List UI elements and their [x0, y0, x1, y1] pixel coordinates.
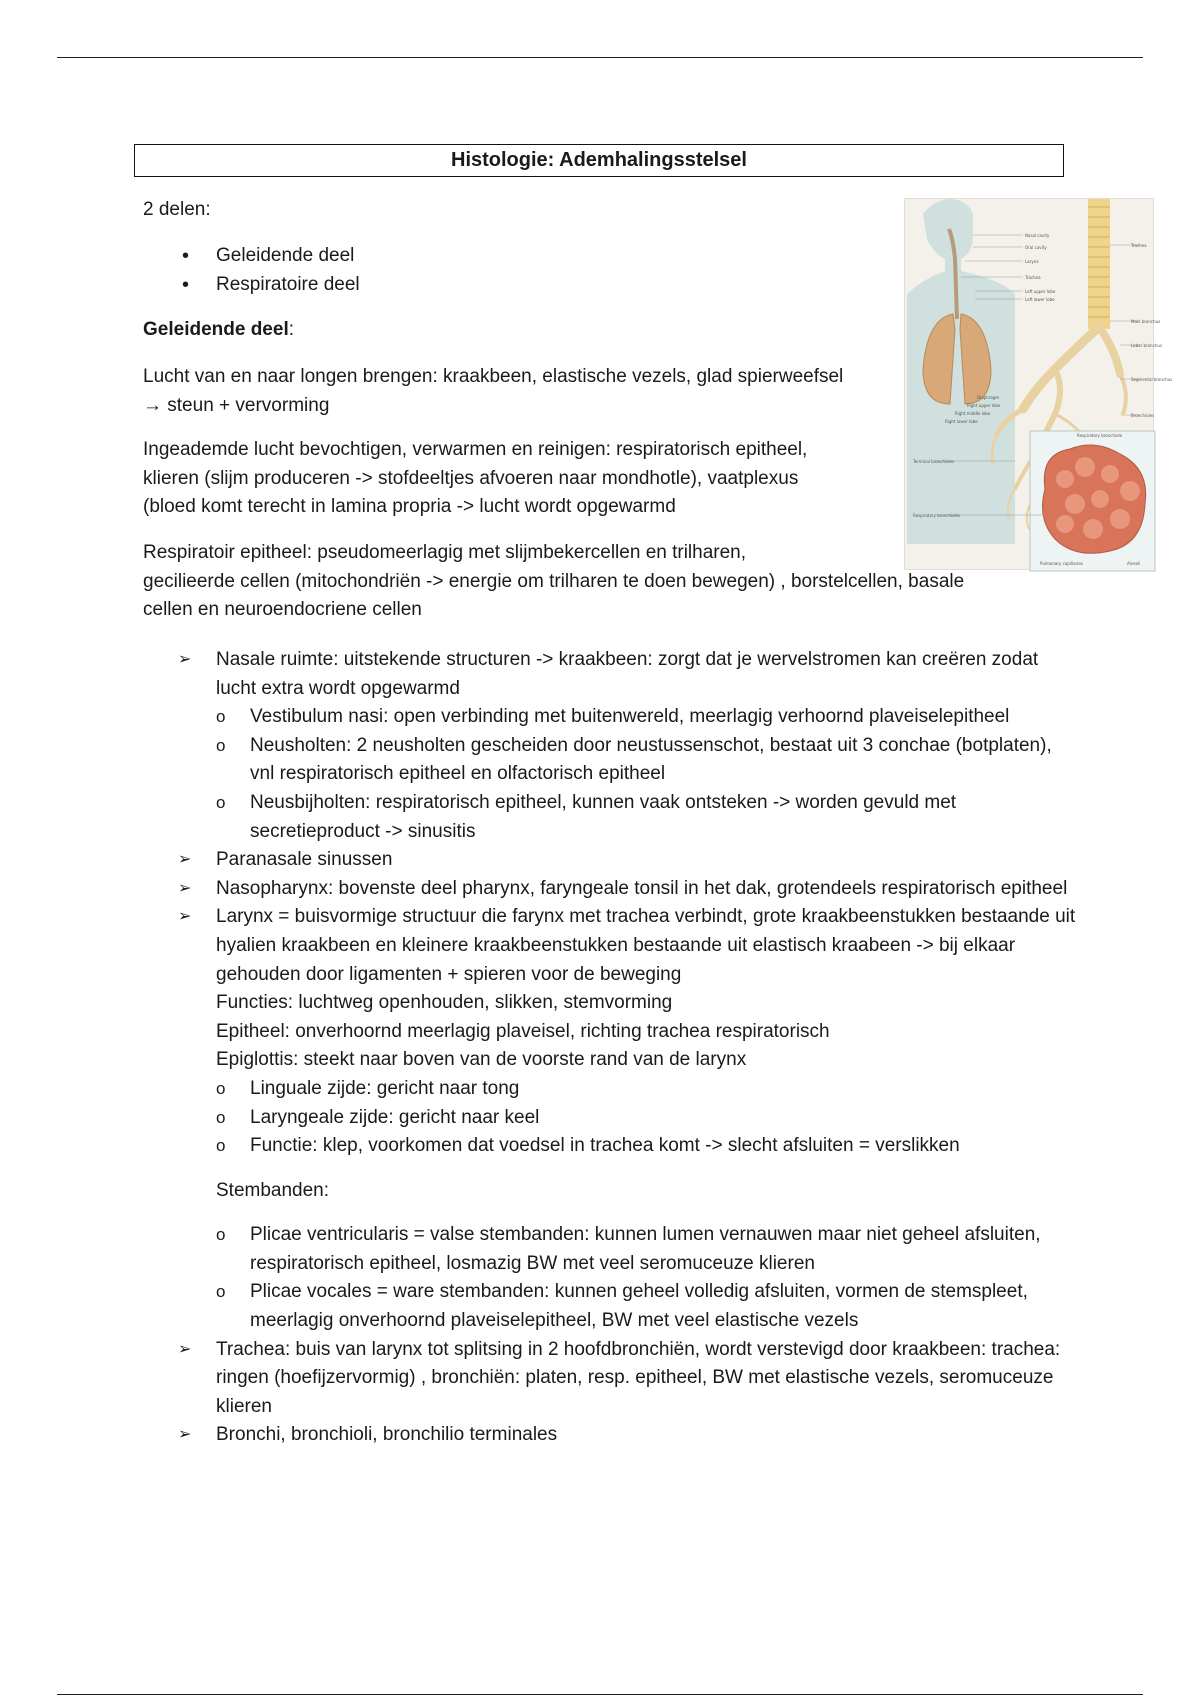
vocal-cords-heading: Stembanden: [216, 1179, 330, 1201]
svg-text:Right lower lobe: Right lower lobe [945, 419, 978, 424]
svg-text:Right middle lobe: Right middle lobe [955, 411, 991, 416]
arrow-bullet-icon: ➢ [178, 651, 192, 668]
arrow-bullet-icon: ➢ [178, 1426, 192, 1444]
arrow-bullet-icon: ➢ [178, 1340, 192, 1358]
circle-bullet-icon: o [216, 707, 226, 727]
trachea [1088, 199, 1110, 329]
list-item-nasopharynx: ➢ Nasopharynx: bovenste deel pharynx, faryngeale tonsil in het dak, grotendeels respiratorisch epitheel [178, 875, 1078, 904]
page-title-text: Histologie: Ademhalingsstelsel [451, 149, 747, 171]
svg-text:Trachea: Trachea [1131, 243, 1147, 248]
nasal-cavity-sublist [178, 703, 1078, 846]
respiratory-system-illustration [905, 199, 1173, 571]
arrow-bullet-icon: ➢ [178, 851, 192, 869]
svg-text:Pulmonary capillaries: Pulmonary capillaries [1040, 561, 1083, 566]
list-item: o Neusbijholten: respiratorisch epitheel, kunnen vaak ontsteken -> worden gevuld met secretieproduct -> sinusitis [178, 789, 1078, 846]
vocal-cords-sublist [178, 1221, 1078, 1335]
circle-bullet-icon: o [216, 1225, 226, 1245]
svg-text:Bronchioles: Bronchioles [1131, 413, 1155, 418]
list-item: • Geleidende deel [178, 242, 360, 271]
list-item: o Plicae vocales = ware stembanden: kunnen geheel volledig afsluiten, vormen de stemspleet, meerlagig onverhoornd plaveiselepitheel, BW met veel elastische vezels [178, 1278, 1078, 1335]
svg-text:Nasal cavity: Nasal cavity [1025, 233, 1050, 238]
intro-text: 2 delen: [143, 199, 211, 220]
arrow-bullet-icon: ➢ [178, 879, 192, 897]
list-item-larynx: ➢ Larynx = buisvormige structuur die farynx met trachea verbindt, grote kraakbeenstukken bestaande uit hyalien kraakbeen en kleinere kraakbeenstukken bestaande uit elastisch kraabeen -> bij elkaar gehouden door ligamenten + spieren voor de beweging Functies: luchtweg openhouden, slikken, stemvorming Epitheel: onverhoornd meerlagig plaveisel, richting trachea respiratorisch Epiglottis: steekt naar boven van de voorste rand van de larynx o Linguale zijde: gericht naar tong o Laryngeale zijde: gericht naar keel o Functie: klep, voorkomen dat voedsel in trachea komt -> slecht afsluiten = verslikken Stembanden: o Plicae ventricularis = valse stembanden: kunnen lumen vernauwen maar niet geheel afsluiten, respiratorisch epitheel, losmazig BW met veel seromuceuze klieren o Plicae vocales = ware stembanden: kunnen geheel volledig afsluiten, vormen de stemspleet, meerlagig onverhoornd plaveiselepitheel, BW met veel elastische vezels [178, 903, 1078, 1335]
svg-text:Left upper lobe: Left upper lobe [1025, 289, 1056, 294]
svg-text:Alveoli: Alveoli [1127, 561, 1141, 566]
respiratory-system-figure [904, 198, 1173, 570]
list-item: o Plicae ventricularis = valse stembanden: kunnen lumen vernauwen maar niet geheel afsluiten, respiratorisch epitheel, losmazig BW met veel seromuceuze klieren [178, 1221, 1078, 1278]
circle-bullet-icon: o [216, 1107, 226, 1127]
svg-text:Respiratory bronchioles: Respiratory bronchioles [913, 513, 961, 518]
header-rule [57, 57, 1143, 58]
list-item: o Linguale zijde: gericht naar tong [178, 1075, 1078, 1104]
svg-text:Terminal bronchioles: Terminal bronchioles [913, 459, 955, 464]
list-item: • Respiratoire deel [178, 271, 360, 300]
svg-text:Trachea: Trachea [1025, 275, 1041, 280]
svg-text:Oral cavity: Oral cavity [1025, 245, 1047, 250]
list-item: o Neusholten: 2 neusholten gescheiden door neustussenschot, bestaat uit 3 conchae (botplaten), vnl respiratorisch epitheel en olfactorisch epitheel [178, 732, 1078, 789]
paragraph-function: Lucht van en naar longen brengen: kraakbeen, elastische vezels, glad spierweefsel → steun + vervorming [143, 366, 844, 416]
section-heading: Geleidende deel: [143, 319, 295, 340]
conducting-part-list [178, 646, 1078, 1450]
list-item-bronchi: ➢ Bronchi, bronchioli, bronchilio terminales [178, 1421, 1078, 1450]
svg-text:Lobar bronchus: Lobar bronchus [1131, 343, 1162, 348]
circle-bullet-icon: o [216, 735, 226, 755]
svg-text:Diaphragm: Diaphragm [977, 395, 1000, 400]
circle-bullet-icon: o [216, 1282, 226, 1302]
list-item-nasal-cavity: ➢ Nasale ruimte: uitstekende structuren -> kraakbeen: zorgt dat je wervelstromen kan creëren zodat lucht extra wordt opgewarmd o Vestibulum nasi: open verbinding met buitenwereld, meerlagig verhoornd plaveiselepitheel o Neusholten: 2 neusholten gescheiden door neustussenschot, bestaat uit 3 conchae (botplaten), vnl respiratorisch epitheel en olfactorisch epitheel o Neusbijholten: respiratorisch epitheel, kunnen vaak ontsteken -> worden gevuld met secretieproduct -> sinusitis [178, 646, 1078, 846]
paragraph-conditioning: Ingeademde lucht bevochtigen, verwarmen en reinigen: respiratorisch epitheel, klieren (slijm produceren -> stofdeeltjes afvoeren naar mondhotle), vaatplexus (bloed komt terecht in lamina propria -> lucht wordt opgewarmd [143, 439, 808, 518]
svg-text:Left lower lobe: Left lower lobe [1025, 297, 1055, 302]
paragraph-epithelium: Respiratoir epitheel: pseudomeerlagig met slijmbekercellen en trilharen, gecilieerde cellen (mitochondriën -> energie om trilharen te doen bewegen) , borstelcellen, basale cellen en neuroendocriene cellen [143, 542, 965, 621]
circle-bullet-icon: o [216, 792, 226, 812]
circle-bullet-icon: o [216, 1136, 226, 1156]
list-item-trachea: ➢ Trachea: buis van larynx tot splitsing in 2 hoofdbronchiën, wordt verstevigd door kraakbeen: trachea: ringen (hoefijzervormig) , bronchiën: platen, resp. epitheel, BW met elastische vezels, seromuceuze klieren [178, 1336, 1078, 1422]
circle-bullet-icon: o [216, 1078, 226, 1098]
list-item-paranasal: ➢ Paranasale sinussen [178, 846, 1078, 875]
page-title [134, 144, 1064, 177]
footer-rule [57, 1694, 1143, 1695]
epiglottis-sublist [178, 1075, 1078, 1161]
list-item: o Vestibulum nasi: open verbinding met buitenwereld, meerlagig verhoornd plaveiselepitheel [178, 703, 1078, 732]
svg-text:Main bronchus: Main bronchus [1131, 319, 1161, 324]
svg-text:Right upper lobe: Right upper lobe [967, 403, 1001, 408]
list-item: o Laryngeale zijde: gericht naar keel [178, 1104, 1078, 1133]
svg-text:Segmental bronchus: Segmental bronchus [1131, 377, 1173, 382]
svg-text:Respiratory bronchiole: Respiratory bronchiole [1077, 433, 1123, 438]
parts-list [178, 242, 360, 299]
svg-text:Larynx: Larynx [1025, 259, 1039, 264]
arrow-bullet-icon: ➢ [178, 908, 192, 926]
list-item: o Functie: klep, voorkomen dat voedsel in trachea komt -> slecht afsluiten = verslikken [178, 1132, 1078, 1161]
